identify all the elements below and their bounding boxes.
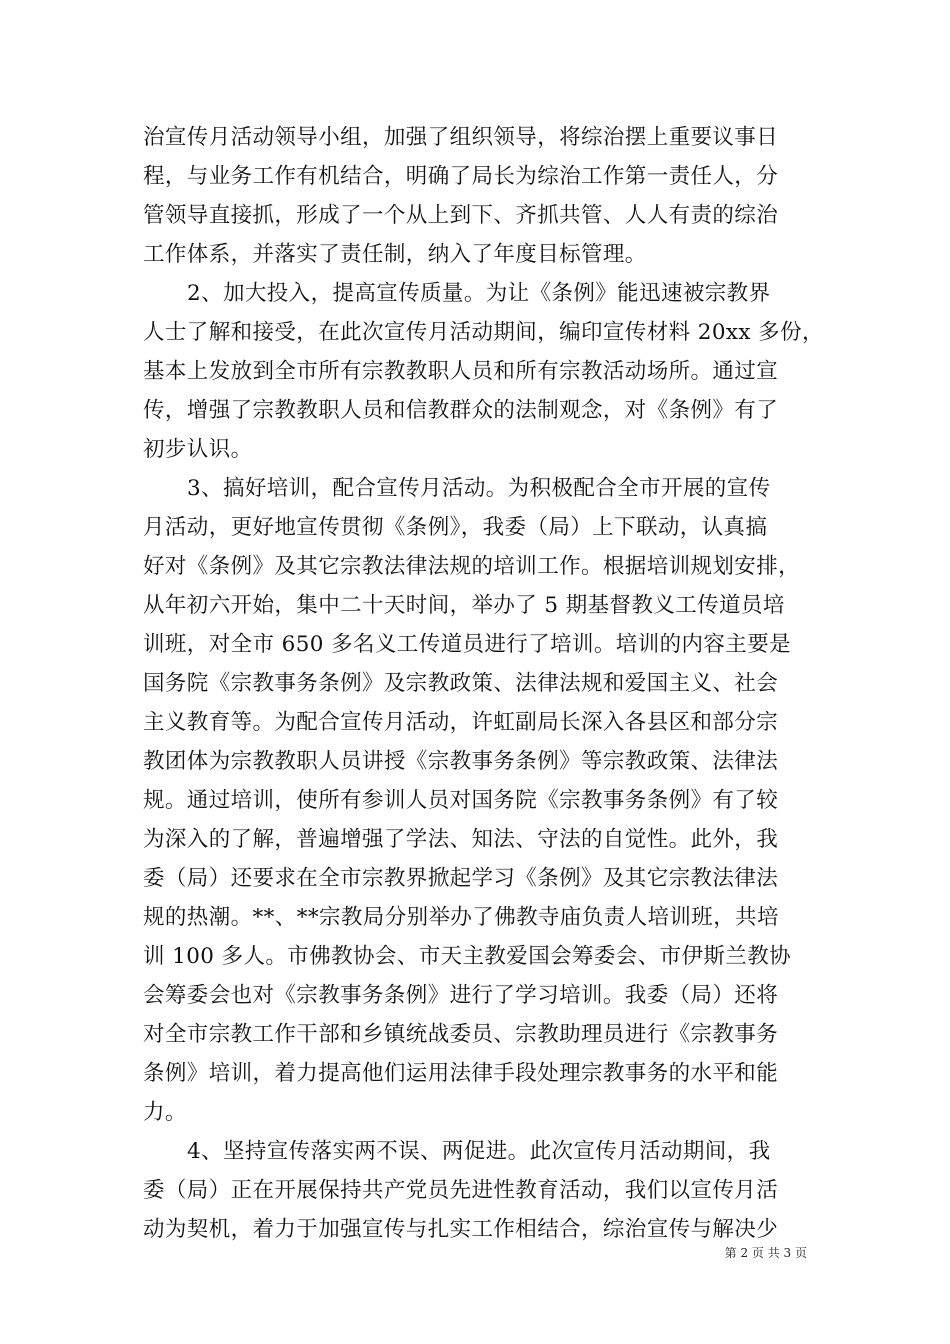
page-number-footer: 第 2 页 共 3 页 [724,1246,807,1260]
text-line: 为深入的了解，普遍增强了学法、知法、守法的自觉性。此外，我 [143,827,779,852]
text-line: 好对《条例》及其它宗教法律法规的培训工作。根据培训规划安排， [143,554,801,579]
text-line: 2、加大投入，提高宣传质量。为让《条例》能迅速被宗教界 [187,281,771,306]
text-line: 传，增强了宗教教职人员和信教群众的法制观念，对《条例》有了 [143,398,779,423]
text-line: 3、搞好培训，配合宣传月活动。为积极配合全市开展的宣传 [187,476,771,501]
text-line: 程，与业务工作有机结合，明确了局长为综治工作第一责任人，分 [143,164,779,189]
text-line: 教团体为宗教教职人员讲授《宗教事务条例》等宗教政策、法律法 [143,749,779,774]
paragraph-4 [143,1132,807,1249]
text-line: 对全市宗教工作干部和乡镇统战委员、宗教助理员进行《宗教事务 [143,1022,779,1047]
text-line: 从年初六开始，集中二十天时间，举办了 5 期基督教义工传道员培 [143,593,785,618]
text-line: 训班，对全市 650 多名义工传道员进行了培训。培训的内容主要是 [143,632,792,657]
paragraph-3 [143,469,807,1132]
text-line: 会筹委会也对《宗教事务条例》进行了学习培训。我委（局）还将 [143,983,779,1008]
text-line: 委（局）正在开展保持共产党员先进性教育活动，我们以宣传月活 [143,1178,779,1203]
text-line: 条例》培训，着力提高他们运用法律手段处理宗教事务的水平和能 [143,1061,779,1086]
text-line: 训 100 多人。市佛教协会、市天主教爱国会筹委会、市伊斯兰教协 [143,944,792,969]
text-line: 基本上发放到全市所有宗教教职人员和所有宗教活动场所。通过宣 [143,359,779,384]
text-line: 4、坚持宣传落实两不误、两促进。此次宣传月活动期间，我 [187,1139,771,1164]
text-line: 力。 [143,1100,187,1125]
text-line: 规。通过培训，使所有参训人员对国务院《宗教事务条例》有了较 [143,788,779,813]
text-line: 委（局）还要求在全市宗教界掀起学习《条例》及其它宗教法律法 [143,866,779,891]
paragraph-2 [143,274,824,469]
text-line: 月活动，更好地宣传贯彻《条例》，我委（局）上下联动，认真搞 [143,515,768,540]
text-line: 初步认识。 [143,437,253,462]
text-line: 治宣传月活动领导小组，加强了组织领导，将综治摆上重要议事日 [143,125,779,150]
text-line: 管领导直接抓，形成了一个从上到下、齐抓共管、人人有责的综治 [143,203,779,228]
text-line: 规的热潮。**、**宗教局分别举办了佛教寺庙负责人培训班，共培 [143,905,779,930]
text-line: 工作体系，并落实了责任制，纳入了年度目标管理。 [143,242,647,267]
document-body [143,118,824,1249]
text-line: 动为契机，着力于加强宣传与扎实工作相结合，综治宣传与解决少 [143,1217,779,1242]
text-line: 主义教育等。为配合宣传月活动，许虹副局长深入各县区和部分宗 [143,710,779,735]
text-line: 人士了解和接受，在此次宣传月活动期间，编印宣传材料 20xx 多份， [143,320,824,345]
paragraph-1-continued [143,118,807,274]
text-line: 国务院《宗教事务条例》及宗教政策、法律法规和爱国主义、社会 [143,671,779,696]
